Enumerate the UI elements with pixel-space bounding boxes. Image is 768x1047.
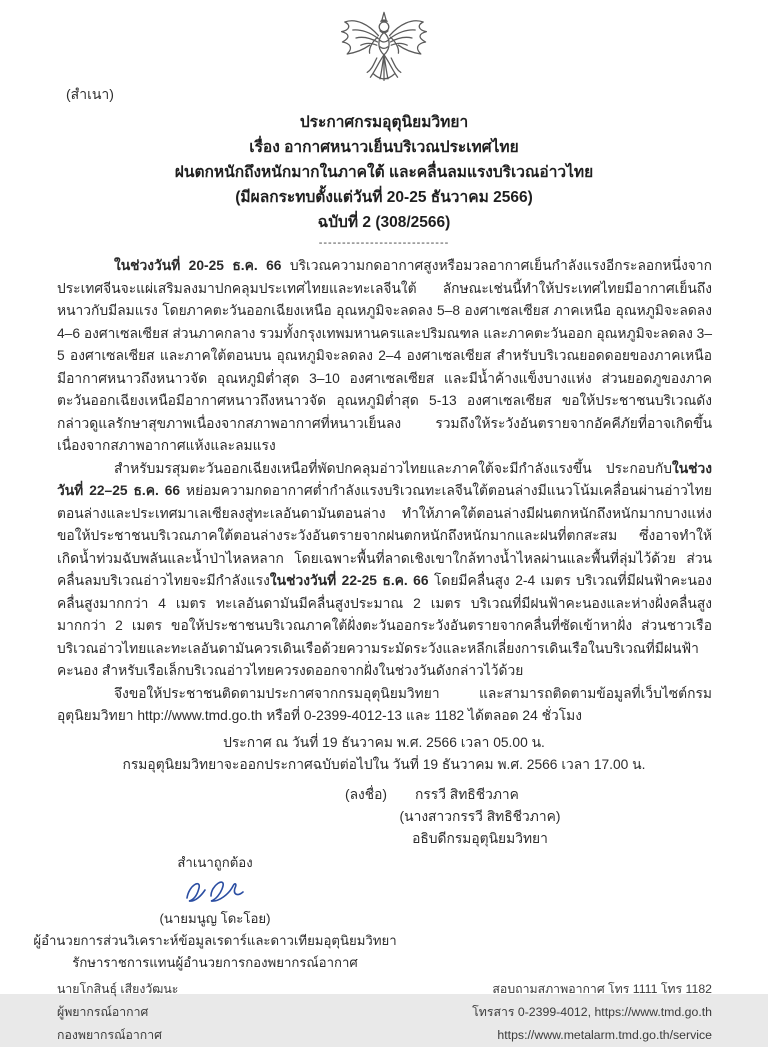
paragraph-1-bold-date: ในช่วงวันที่ 20-25 ธ.ค. 66 xyxy=(114,258,282,273)
subject-line: เรื่อง อากาศหนาวเย็นบริเวณประเทศไทย xyxy=(249,139,519,156)
signed-line xyxy=(345,784,615,806)
contact-service-url: https://www.metalarm.tmd.go.th/service xyxy=(497,1027,712,1042)
contact-fax-line: โทรสาร 0-2399-4012, https://www.tmd.go.th xyxy=(472,1004,712,1019)
forecaster-title: ผู้พยากรณ์อากาศ xyxy=(57,1004,149,1019)
effective-date-line: (มีผลกระทบตั้งแต่วันที่ 20-25 ธันวาคม 2566) xyxy=(235,189,533,206)
paragraph-1 xyxy=(57,255,712,458)
paragraph-2-text-c: โดยมีคลื่นสูง 2-4 เมตร บริเวณที่มีฝนฟ้าคะนองคลื่นสูงมากกว่า 4 เมตร ทะเลอันดามันมีคลื่นสูงประมาณ 2 เมตร บริเวณที่มีฝนฟ้าคะนองและห่างฝั่งคลื่นสูงมากกว่า 2 เมตร ขอให้ประชาชนบริเวณภาคใต้ฝั่งตะวันออกระวังอันตรายจากคลื่นที่ซัดเข้าหาฝั่ง ส่วนชาวเรือบริเวณอ่าวไทยและทะเลอันดามันควรเดินเรือด้วยความระมัดระวังและหลีกเลี่ยงการเดินเรือในบริเวณที่มีฝนฟ้าคะนอง สำหรับเรือเล็กบริเวณอ่าวไทยควรงดออกจากฝั่งในช่วงวันดังกล่าวไว้ด้วย xyxy=(57,573,712,678)
footer-right xyxy=(472,978,712,1047)
next-issue-line: กรมอุตุนิยมวิทยาจะออกประกาศฉบับต่อไปใน วันที่ 19 ธันวาคม พ.ศ. 2566 เวลา 17.00 น. xyxy=(122,756,646,772)
divider-dashes: ---------------------------- xyxy=(318,237,450,249)
subtitle-line: ฝนตกหนักถึงหนักมากในภาคใต้ และคลื่นลมแรงบริเวณอ่าวไทย xyxy=(174,164,594,181)
garuda-emblem-icon xyxy=(332,10,436,102)
heading-block xyxy=(0,110,768,235)
paragraph-3: จึงขอให้ประชาชนติดตามประกาศจากกรมอุตุนิยมวิทยา และสามารถติดตามข้อมูลที่เว็บไซต์กรมอุตุนิยมวิทยา http://www.tmd.go.th หรือที่ 0-2399-4012-13 และ 1182 ได้ตลอด 24 ชั่วโมง xyxy=(57,685,712,723)
certifier-signature-icon xyxy=(30,874,400,908)
footer xyxy=(0,978,768,1047)
paragraph-2-text-b: หย่อมความกดอากาศต่ำกำลังแรงบริเวณทะเลจีนใต้ตอนล่างมีแนวโน้มเคลื่อนผ่านอ่าวไทยตอนล่างและประเทศมาเลเซียลงสู่ทะเลอันดามันตอนล่าง ทำให้ภาคใต้ตอนล่างมีฝนตกหนักถึงหนักมากบางแห่ง ขอให้ประชาชนบริเวณภาคใต้ตอนล่างระวังอันตรายจากฝนตกหนักถึงหนักมากและฝนที่ตกสะสม ซึ่งอาจทำให้เกิดน้ำท่วมฉับพลันและน้ำป่าไหลหลาก โดยเฉพาะพื้นที่ลาดเชิงเขาใกล้ทางน้ำไหลผ่านและพื้นที่ลุ่มไว้ด้วย ส่วนคลื่นลมบริเวณอ่าวไทยจะมีกำลังแรง xyxy=(57,483,712,588)
certifier-title-1: ผู้อำนวยการส่วนวิเคราะห์ข้อมูลเรดาร์และดาวเทียมอุตุนิยมวิทยา xyxy=(33,932,397,948)
signature-block xyxy=(345,784,615,850)
copy-label: (สำเนา) xyxy=(66,86,114,102)
announcement-body xyxy=(57,255,712,728)
issue-number-line: ฉบับที่ 2 (308/2566) xyxy=(317,214,451,231)
forecaster-division: กองพยากรณ์อากาศ xyxy=(57,1027,162,1042)
paragraph-2-bold-date-2: ในช่วงวันที่ 22-25 ธ.ค. 66 xyxy=(269,573,429,588)
certification-block xyxy=(30,852,400,974)
emblem-container xyxy=(0,0,768,102)
issued-block xyxy=(0,732,768,776)
certifier-name: (นายมนูญ โดะโอย) xyxy=(159,910,271,926)
paragraph-2-bold-date-1: ในช่วงวันที่ 22–25 ธ.ค. 66 xyxy=(57,460,712,498)
signer-position: อธิบดีกรมอุตุนิยมวิทยา xyxy=(412,830,548,846)
certifier-title-2: รักษาราชการแทนผู้อำนวยการกองพยากรณ์อากาศ xyxy=(72,954,358,970)
paragraph-1-text: บริเวณความกดอากาศสูงหรือมวลอากาศเย็นกำลังแรงอีกระลอกหนึ่งจากประเทศจีนจะแผ่เสริมลงมาปกคลุมประเทศไทยและทะเลจีนใต้ ลักษณะเช่นนี้ทำให้ประเทศไทยมีอากาศเย็นถึงหนาวกับมีลมแรง โดยภาคตะวันออกเฉียงเหนือ อุณหภูมิจะลดลง 5–8 องศาเซลเซียส ภาคเหนือ อุณหภูมิจะลดลง 4–6 องศาเซลเซียส ส่วนภาคกลาง รวมทั้งกรุงเทพมหานครและปริมณฑล และภาคตะวันออก อุณหภูมิจะลดลง 3–5 องศาเซลเซียส และภาคใต้ตอนบน อุณหภูมิจะลดลง 2–4 องศาเซลเซียส สำหรับบริเวณยอดดอยของภาคเหนือมีอากาศหนาวถึงหนาวจัด อุณหภูมิต่ำสุด 3–10 องศาเซลเซียส และมีน้ำค้างแข็งบางแห่ง ส่วนยอดภูของภาคตะวันออกเฉียงเหนือมีอากาศหนาวถึงหนาวจัด อุณหภูมิต่ำสุด 5-13 องศาเซลเซียส ขอให้ประชาชนบริเวณดังกล่าวดูแลรักษาสุขภาพเนื่องจากสภาพอากาศที่หนาวเย็นลง รวมถึงให้ระวังอันตรายจากอัคคีภัยที่อาจเกิดขึ้นเนื่องจากสภาพอากาศแห้งและลมแรง xyxy=(57,258,712,453)
signer-name-paren: (นางสาวกรรวี สิทธิชีวภาค) xyxy=(399,808,561,824)
signed-name: กรรวี สิทธิชีวภาค xyxy=(415,786,519,802)
forecaster-name: นายโกสินธุ์ เสียงวัฒนะ xyxy=(57,981,179,996)
announcement-title: ประกาศกรมอุตุนิยมวิทยา xyxy=(299,114,469,131)
copy-certified-label: สำเนาถูกต้อง xyxy=(177,854,253,870)
contact-phone-line: สอบถามสภาพอากาศ โทร 1111 โทร 1182 xyxy=(492,981,712,996)
footer-left xyxy=(57,978,178,1047)
issued-date-line: ประกาศ ณ วันที่ 19 ธันวาคม พ.ศ. 2566 เวลา 05.00 น. xyxy=(223,734,545,750)
paragraph-2-text-a: สำหรับมรสุมตะวันออกเฉียงเหนือที่พัดปกคลุมอ่าวไทยและภาคใต้จะมีกำลังแรงขึ้น ประกอบกับ xyxy=(114,460,672,476)
signed-label: (ลงชื่อ) xyxy=(345,786,388,802)
paragraph-2 xyxy=(57,458,712,683)
